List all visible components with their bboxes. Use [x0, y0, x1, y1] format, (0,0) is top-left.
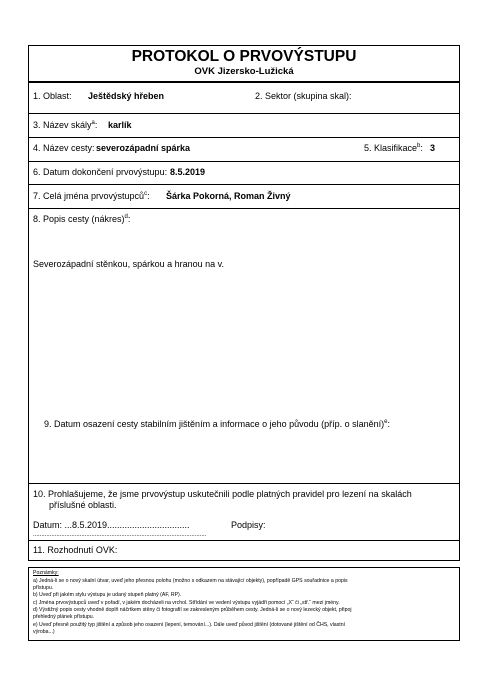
cesta-label: 4. Název cesty:	[33, 143, 95, 153]
cesta-value[interactable]: severozápadní spárka	[96, 143, 191, 153]
row-divider	[28, 113, 460, 114]
notes-box	[28, 567, 460, 641]
note-line: výroba...)	[33, 629, 55, 635]
osazeni-colon: :	[387, 419, 391, 429]
datum-dokonceni-label: 6. Datum dokončení prvovýstupu:	[33, 167, 168, 177]
note-line: přehledný plánek přístupu.	[33, 614, 95, 620]
klasifikace-colon: :	[420, 143, 423, 153]
osazeni-label	[44, 419, 390, 430]
podpisy-label[interactable]: Podpisy:	[231, 520, 266, 530]
prohlaseni-line-2: příslušné oblasti.	[49, 500, 117, 510]
page-subtitle: OVK Jizersko-Lužická	[194, 66, 294, 77]
popis-value[interactable]: Severozápadní stěnkou, spárkou a hranou na v.	[33, 259, 224, 269]
oblast-value[interactable]: Ještědský hřeben	[88, 91, 165, 101]
sektor-label: 2. Sektor (skupina skal):	[255, 91, 352, 101]
row-divider	[28, 208, 460, 209]
oblast-label: 1. Oblast:	[33, 91, 72, 101]
footnote-c: c	[144, 191, 148, 197]
note-line: c) Jména prvovýstupců uveď v pořadí, v jakém docházeli na vrchol. Střídání ve vedení výstupu vyjádři pomocí „X“ či „stř.“ mezi jmény.	[33, 600, 340, 606]
row-divider	[28, 540, 460, 541]
footnote-e: e	[384, 419, 388, 425]
notes-heading: Poznámky:	[33, 570, 59, 576]
prohlaseni-line-1: 10. Prohlašujeme, že jsme prvovýstup uskutečnili podle platných pravidel pro lezení na skalách	[33, 489, 412, 499]
klasifikace-label-text: 5. Klasifikace	[364, 143, 418, 153]
klasifikace-value[interactable]: 3	[430, 143, 436, 153]
jmena-label	[33, 191, 150, 202]
osazeni-label-text: 9. Datum osazení cesty stabilním jištěním a informace o jeho původu (příp. o slanění)	[44, 419, 385, 429]
klasifikace-label	[364, 143, 423, 154]
skala-colon: :	[94, 120, 98, 130]
row-divider	[28, 161, 460, 162]
note-line: přístupu.	[33, 585, 54, 591]
note-line: b) Uveď při jakém stylu výstupu je udaný stupeň platný (AF, RP).	[33, 592, 182, 598]
jmena-colon: :	[147, 191, 150, 201]
dotted-line: ........................................................................................................	[33, 532, 207, 538]
page-title: PROTOKOL O PRVOVÝSTUPU	[131, 48, 357, 65]
rozhodnuti-label: 11. Rozhodnutí OVK:	[33, 545, 118, 555]
note-line: d) Výstižný popis cesty vhodně doplň náčrtkem stěny či fotografií se zakresleným průběhem cesty. Jedná-li se o nový lezecký objekt, připoj	[33, 607, 352, 613]
skala-label	[33, 120, 97, 131]
datum-dokonceni-value[interactable]: 8.5.2019	[170, 167, 206, 177]
row-divider	[28, 483, 460, 484]
note-line: a) Jedná-li se o nový skalní útvar, uveď jeho přesnou polohu (možno s odkazem na stávající objekty), popřípadě GPS souřadnice a popis	[33, 578, 348, 584]
popis-label-text: 8. Popis cesty (nákres)	[33, 214, 125, 224]
datum-signature-label[interactable]: Datum: ...8.5.2019.................................	[33, 520, 190, 530]
row-divider	[28, 184, 460, 185]
footnote-b: b	[417, 143, 421, 149]
skala-label-text: 3. Název skály	[33, 120, 92, 130]
footnote-a: a	[91, 120, 95, 126]
popis-label	[33, 214, 130, 225]
note-line: e) Uveď přesně použitý typ jištění a způsob jeho osazení (lepení, temování...). Dále uveď původ jištění (dotované jištění od ČHS, vlastní	[33, 622, 346, 628]
popis-colon: :	[127, 214, 131, 224]
jmena-value[interactable]: Šárka Pokorná, Roman Živný	[166, 191, 291, 201]
jmena-label-text: 7. Celá jména prvovýstupců	[33, 191, 145, 201]
skala-value[interactable]: karlík	[108, 120, 132, 130]
row-divider	[28, 137, 460, 138]
footnote-d: d	[124, 214, 128, 220]
